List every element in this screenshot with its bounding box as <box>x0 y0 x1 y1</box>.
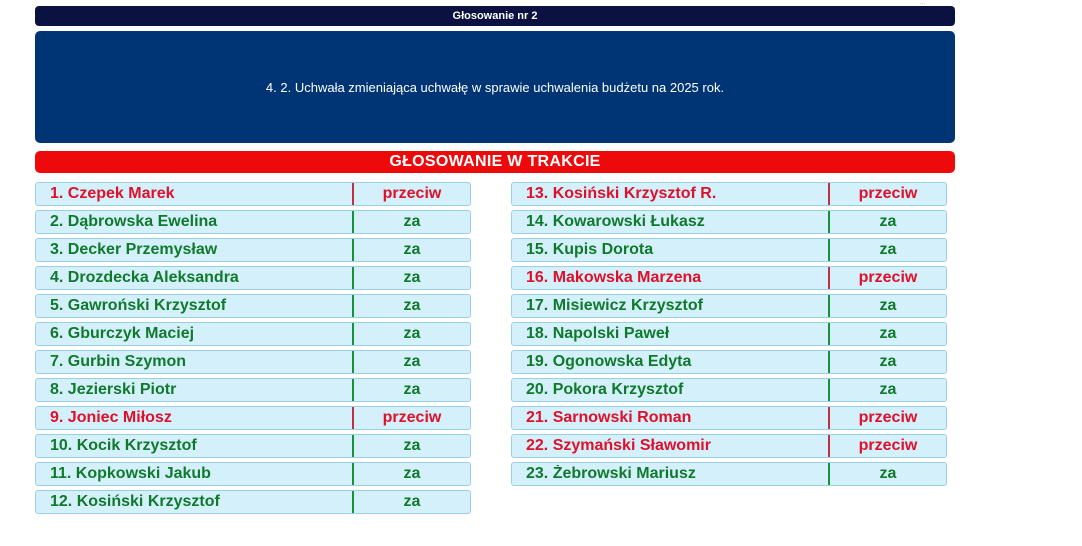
councillor-name: 18. Napolski Paweł <box>526 325 670 342</box>
vote-title: Głosowanie nr 2 <box>452 10 538 22</box>
councillor-row <box>511 182 947 206</box>
councillor-row <box>35 350 471 374</box>
resolution-subject-text: 4. 2. Uchwała zmieniająca uchwałę w sprawie uchwalenia budżetu na 2025 rok. <box>265 79 725 95</box>
vote-title-bar <box>35 6 955 26</box>
councillor-row <box>35 238 471 262</box>
voting-status-text: GŁOSOWANIE W TRAKCIE <box>389 153 601 170</box>
vote-result: przeciw <box>858 409 918 426</box>
councillor-list-left <box>35 182 471 518</box>
councillor-name: 11. Kopkowski Jakub <box>50 465 211 482</box>
councillor-row <box>35 182 471 206</box>
councillor-row <box>511 322 947 346</box>
vote-result: za <box>403 437 421 454</box>
councillor-name: 9. Joniec Miłosz <box>50 409 172 426</box>
councillor-name: 19. Ogonowska Edyta <box>526 353 692 370</box>
councillor-name: 17. Misiewicz Krzysztof <box>526 297 703 314</box>
councillor-name: 2. Dąbrowska Ewelina <box>50 213 218 230</box>
councillor-row <box>511 350 947 374</box>
councillor-name: 4. Drozdecka Aleksandra <box>50 269 239 286</box>
vote-result: za <box>403 325 421 342</box>
councillor-row <box>35 294 471 318</box>
councillor-name: 13. Kosiński Krzysztof R. <box>526 185 717 202</box>
vote-result: za <box>879 241 897 258</box>
vote-result: za <box>403 297 421 314</box>
councillor-name: 15. Kupis Dorota <box>526 241 654 258</box>
councillor-name: 6. Gburczyk Maciej <box>50 325 195 342</box>
councillor-row <box>511 266 947 290</box>
corner-text: ... <box>920 0 926 6</box>
vote-result: za <box>879 213 897 230</box>
resolution-subject-panel <box>35 31 955 143</box>
councillor-row <box>511 238 947 262</box>
councillor-row <box>35 210 471 234</box>
vote-result: przeciw <box>382 185 442 202</box>
councillor-row <box>35 322 471 346</box>
councillor-name: 20. Pokora Krzysztof <box>526 381 684 398</box>
councillor-row <box>511 462 947 486</box>
vote-result: za <box>879 465 897 482</box>
vote-result: za <box>403 381 421 398</box>
councillor-row <box>511 378 947 402</box>
councillor-row <box>511 210 947 234</box>
councillor-row <box>35 490 471 514</box>
vote-result: za <box>403 353 421 370</box>
councillor-name: 8. Jezierski Piotr <box>50 381 177 398</box>
councillor-name: 22. Szymański Sławomir <box>526 437 711 454</box>
councillor-name: 16. Makowska Marzena <box>526 269 702 286</box>
vote-result: za <box>403 269 421 286</box>
councillor-name: 5. Gawroński Krzysztof <box>50 297 227 314</box>
councillor-row <box>511 406 947 430</box>
councillor-row <box>35 266 471 290</box>
vote-result: przeciw <box>382 409 442 426</box>
councillor-row <box>35 462 471 486</box>
councillor-name: 12. Kosiński Krzysztof <box>50 493 220 510</box>
councillor-name: 10. Kocik Krzysztof <box>50 437 197 454</box>
vote-result: przeciw <box>858 437 918 454</box>
vote-result: za <box>403 241 421 258</box>
vote-result: przeciw <box>858 185 918 202</box>
councillor-name: 23. Żebrowski Mariusz <box>526 465 696 482</box>
vote-result: za <box>403 465 421 482</box>
vote-result: za <box>403 213 421 230</box>
councillor-row <box>35 378 471 402</box>
vote-result: za <box>879 325 897 342</box>
councillor-name: 21. Sarnowski Roman <box>526 409 692 426</box>
councillor-name: 14. Kowarowski Łukasz <box>526 213 705 230</box>
councillor-row <box>35 406 471 430</box>
councillor-row <box>511 294 947 318</box>
councillor-row <box>35 434 471 458</box>
councillor-name: 1. Czepek Marek <box>50 185 175 202</box>
vote-result: przeciw <box>858 269 918 286</box>
vote-result: za <box>879 297 897 314</box>
councillor-name: 3. Decker Przemysław <box>50 241 218 258</box>
voting-status-banner <box>35 151 955 173</box>
councillor-name: 7. Gurbin Szymon <box>50 353 187 370</box>
councillor-list-right <box>511 182 947 490</box>
vote-result: za <box>879 353 897 370</box>
councillor-row <box>511 434 947 458</box>
vote-result: za <box>879 381 897 398</box>
vote-result: za <box>403 493 421 510</box>
